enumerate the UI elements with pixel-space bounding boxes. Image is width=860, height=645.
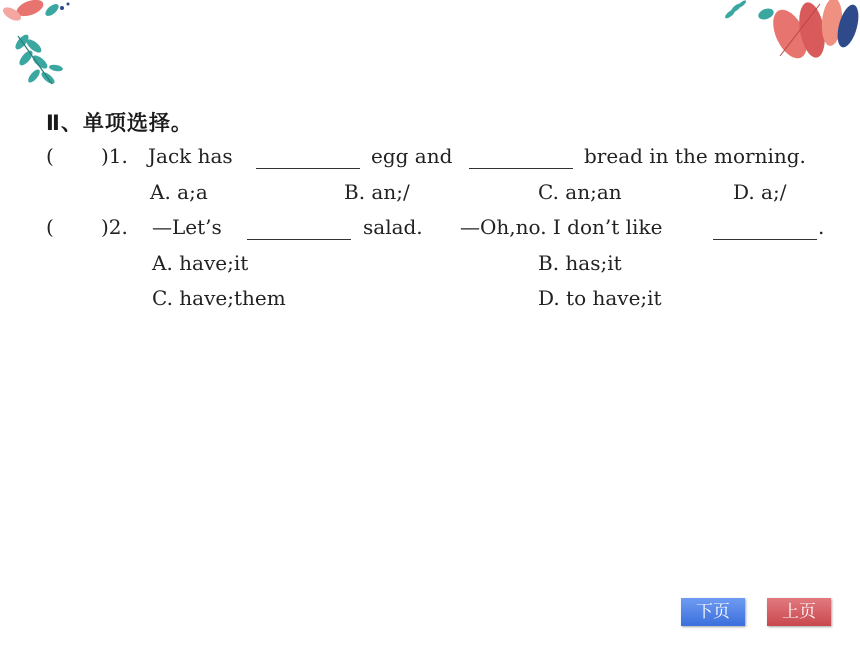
question-text: —Oh,no. I don’t like bbox=[460, 215, 663, 239]
question-1 bbox=[46, 144, 836, 172]
question-number: )1. bbox=[101, 144, 128, 168]
question-text: bread in the morning. bbox=[584, 144, 806, 168]
option-c[interactable]: C. an;an bbox=[538, 180, 622, 204]
option-d[interactable]: D. to have;it bbox=[538, 286, 662, 310]
answer-paren-open: ( bbox=[46, 215, 54, 239]
option-d[interactable]: D. a;/ bbox=[733, 180, 787, 204]
question-text: salad. bbox=[363, 215, 423, 239]
question-text: Jack has bbox=[148, 144, 233, 168]
answer-blank[interactable] bbox=[713, 219, 817, 240]
leaf-decoration-top-right bbox=[720, 0, 860, 80]
option-b[interactable]: B. has;it bbox=[538, 251, 622, 275]
answer-paren-open: ( bbox=[46, 144, 54, 168]
question-text: —Let’s bbox=[152, 215, 222, 239]
question-2 bbox=[46, 215, 836, 243]
previous-page-button[interactable]: 上页 bbox=[767, 598, 831, 626]
option-c[interactable]: C. have;them bbox=[152, 286, 286, 310]
next-page-button[interactable]: 下页 bbox=[681, 598, 745, 626]
answer-blank[interactable] bbox=[256, 148, 360, 169]
question-text: egg and bbox=[371, 144, 453, 168]
question-text: . bbox=[818, 215, 825, 239]
option-a[interactable]: A. a;a bbox=[150, 180, 208, 204]
leaf-decoration-top-left bbox=[0, 0, 110, 100]
option-a[interactable]: A. have;it bbox=[152, 251, 249, 275]
answer-blank[interactable] bbox=[247, 219, 351, 240]
section-title: Ⅱ、单项选择。 bbox=[46, 111, 193, 135]
answer-blank[interactable] bbox=[469, 148, 573, 169]
option-b[interactable]: B. an;/ bbox=[344, 180, 410, 204]
question-number: )2. bbox=[101, 215, 128, 239]
